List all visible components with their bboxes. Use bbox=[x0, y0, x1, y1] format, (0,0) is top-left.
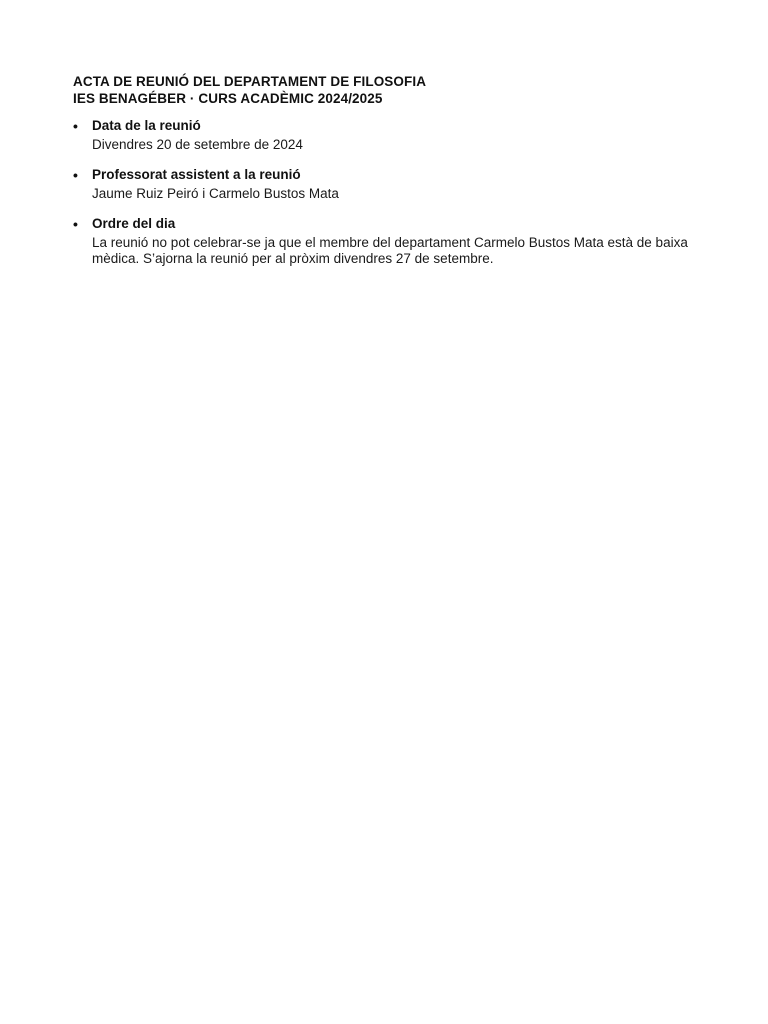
agenda-value: La reunió no pot celebrar-se ja que el membre del departament Carmelo Bustos Mata està de baixa mèdica. S’ajorna la reunió per al pròxim divendres 27 de setembre. bbox=[92, 235, 688, 266]
document-page bbox=[73, 73, 693, 280]
meeting-date-heading: Data de la reunió bbox=[92, 118, 201, 133]
list-item-attendees bbox=[73, 166, 693, 202]
list-item-meeting-date bbox=[73, 117, 693, 153]
bullet-icon: • bbox=[73, 216, 78, 232]
attendees-value: Jaume Ruiz Peiró i Carmelo Bustos Mata bbox=[92, 186, 339, 201]
document-title bbox=[73, 73, 693, 107]
title-line-1: ACTA DE REUNIÓ DEL DEPARTAMENT DE FILOSOFIA bbox=[73, 74, 427, 89]
bullet-icon: • bbox=[73, 118, 78, 134]
agenda-heading: Ordre del dia bbox=[92, 216, 176, 231]
meeting-date-value: Divendres 20 de setembre de 2024 bbox=[92, 137, 303, 152]
bullet-icon: • bbox=[73, 167, 78, 183]
attendees-heading: Professorat assistent a la reunió bbox=[92, 167, 301, 182]
minutes-list bbox=[73, 117, 693, 267]
title-line-2: IES BENAGÉBER · CURS ACADÈMIC 2024/2025 bbox=[73, 91, 383, 106]
list-item-agenda bbox=[73, 215, 693, 267]
